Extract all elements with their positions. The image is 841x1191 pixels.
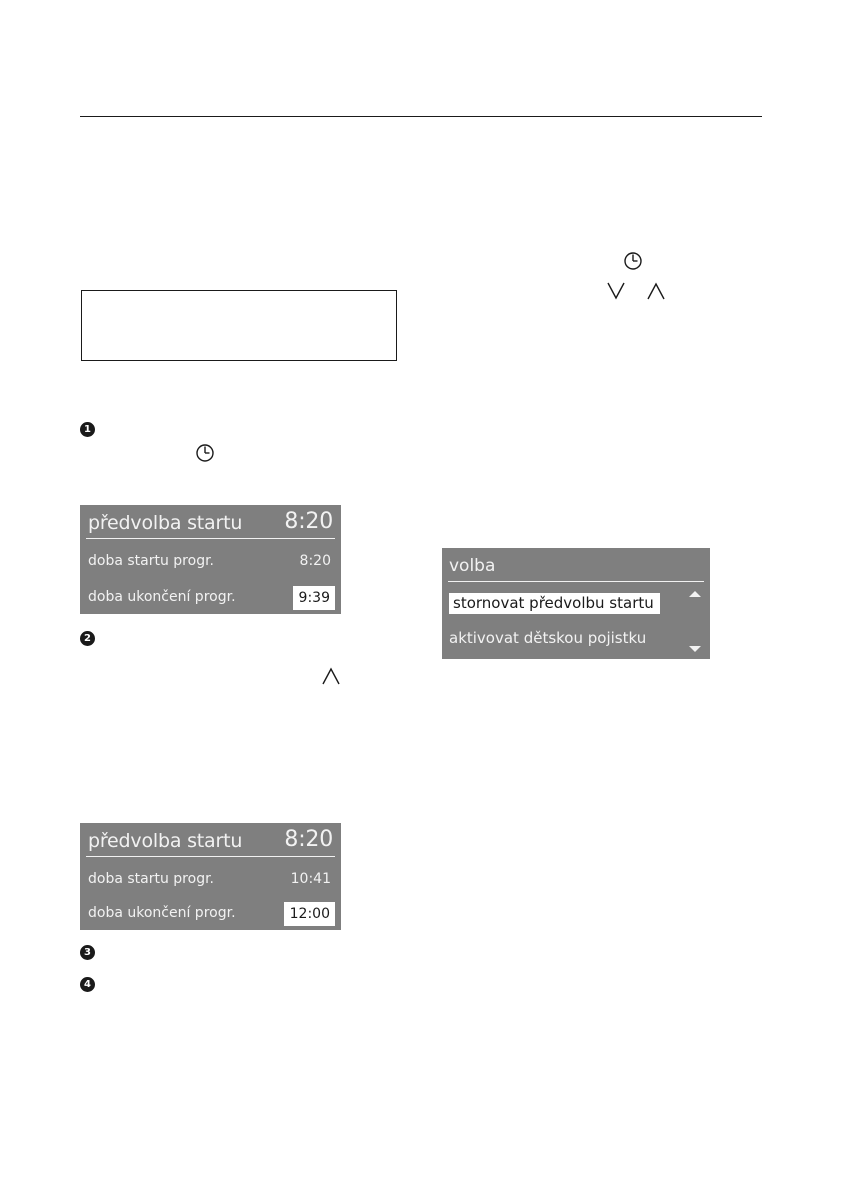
step-4-marker: 4 <box>80 977 95 992</box>
row-value: 8:20 <box>299 553 331 569</box>
step-3-marker: 3 <box>80 945 95 960</box>
display-clock: 8:20 <box>284 827 333 852</box>
display-options-menu <box>442 548 710 659</box>
row-start-time <box>88 868 335 892</box>
display-delay-start-1 <box>80 505 341 614</box>
row-end-time <box>88 902 335 926</box>
scroll-down-icon[interactable] <box>689 646 701 652</box>
chevron-up-icon <box>321 666 341 686</box>
menu-item-child-lock[interactable]: aktivovat dětskou pojistku <box>449 629 647 647</box>
row-label: doba ukončení progr. <box>88 905 236 921</box>
step-2-marker: 2 <box>80 631 95 646</box>
header-rule <box>80 116 762 117</box>
note-box <box>81 290 397 361</box>
menu-item-cancel-delay-start[interactable]: stornovat předvolbu startu <box>449 593 660 614</box>
row-value-highlighted: 9:39 <box>293 586 335 610</box>
row-label: doba ukončení progr. <box>88 589 236 605</box>
menu-header <box>448 548 704 582</box>
chevron-up-icon <box>646 281 666 301</box>
step-1-marker: 1 <box>80 422 95 437</box>
row-value-highlighted: 12:00 <box>284 902 335 926</box>
scroll-up-icon[interactable] <box>689 591 701 597</box>
menu-title: volba <box>449 556 496 576</box>
display-title: předvolba startu <box>88 830 243 852</box>
row-start-time <box>88 550 335 574</box>
display-delay-start-2 <box>80 823 341 930</box>
display-clock: 8:20 <box>284 509 333 534</box>
row-value: 10:41 <box>290 871 331 887</box>
row-end-time <box>88 586 335 610</box>
chevron-down-icon <box>606 281 626 301</box>
clock-icon <box>623 251 643 271</box>
display-header <box>86 823 335 857</box>
display-title: předvolba startu <box>88 512 243 534</box>
row-label: doba startu progr. <box>88 553 215 569</box>
row-label: doba startu progr. <box>88 871 215 887</box>
display-header <box>86 505 335 539</box>
clock-icon <box>195 443 215 463</box>
